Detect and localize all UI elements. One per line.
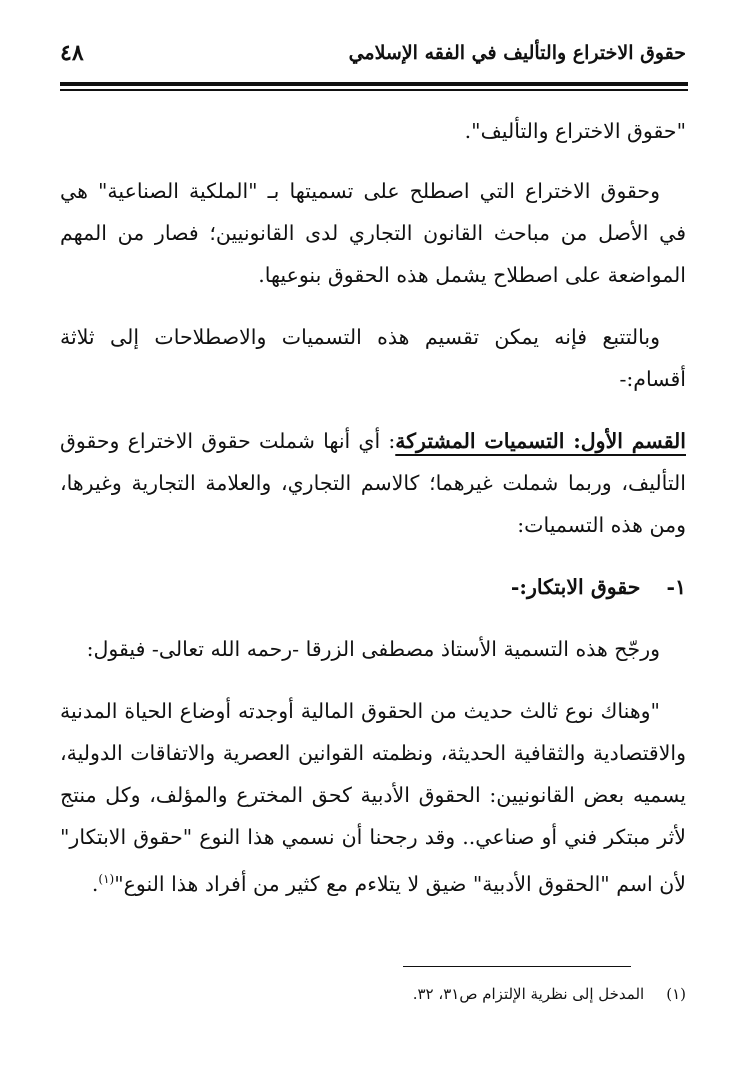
section-heading-shared-names: القسم الأول: التسميات المشتركة [395, 429, 686, 453]
paragraph-4-body: : أي أنها شملت حقوق الاختراع وحقوق التأليف، وربما شملت غيرهما؛ كالاسم التجاري، والعلامة التجارية وغيرها، ومن هذه التسميات: [60, 429, 686, 537]
paragraph-1: "حقوق الاختراع والتأليف". [464, 119, 686, 143]
footnote [66, 982, 686, 1006]
paragraph-2: وحقوق الاختراع التي اصطلح على تسميتها بـ "الملكية الصناعية" هي في الأصل من مباحث القانون التجاري لدى القانونيين؛ فصار من المهم المواضعة على اصطلاح يشمل هذه الحقوق بنوعيها. [60, 179, 686, 287]
header-rule-thick [60, 82, 688, 86]
footnote-text: المدخل إلى نظرية الإلتزام ص٣١، ٣٢. [412, 985, 645, 1003]
subheading-number: ١- [666, 575, 686, 599]
footnote-ref: (١) [98, 872, 115, 886]
paragraph-4 [60, 420, 686, 546]
subheading-1 [60, 566, 686, 608]
paragraph-7-quote [60, 690, 686, 905]
page-header [60, 40, 686, 74]
page-number: ٤٨ [60, 40, 84, 66]
footnote-mark: (١) [666, 985, 686, 1003]
main-text [60, 110, 686, 925]
quote-end: . [91, 871, 99, 896]
paragraph-6: ورجّح هذه التسمية الأستاذ مصطفى الزرقا -رحمه الله تعالى- فيقول: [86, 637, 660, 661]
footnote-separator [403, 966, 631, 967]
header-rule-thin [60, 89, 688, 91]
subheading-text: حقوق الابتكار:- [510, 575, 641, 599]
paragraph-3: وبالتتبع فإنه يمكن تقسيم هذه التسميات والاصطلاحات إلى ثلاثة أقسام:- [60, 325, 686, 391]
running-title: حقوق الاختراع والتأليف في الفقه الإسلامي [348, 42, 686, 64]
quote-text: "وهناك نوع ثالث حديث من الحقوق المالية أوجدته أوضاع الحياة المدنية والاقتصادية والثقافية الحديثة، ونظمته القوانين العصرية والاتفاقات الدولية، يسميه بعض القانونيين: الحقوق الأدبية كحق المخترع والمؤلف، وكل منتج لأثر مبتكر فني أو صناعي.. وقد رجحنا أن نسمي هذا النوع "حقوق الابتكار" لأن اسم "الحقوق الأدبية" ضيق لا يتلاءم مع كثير من أفراد هذا النوع" [60, 699, 686, 896]
